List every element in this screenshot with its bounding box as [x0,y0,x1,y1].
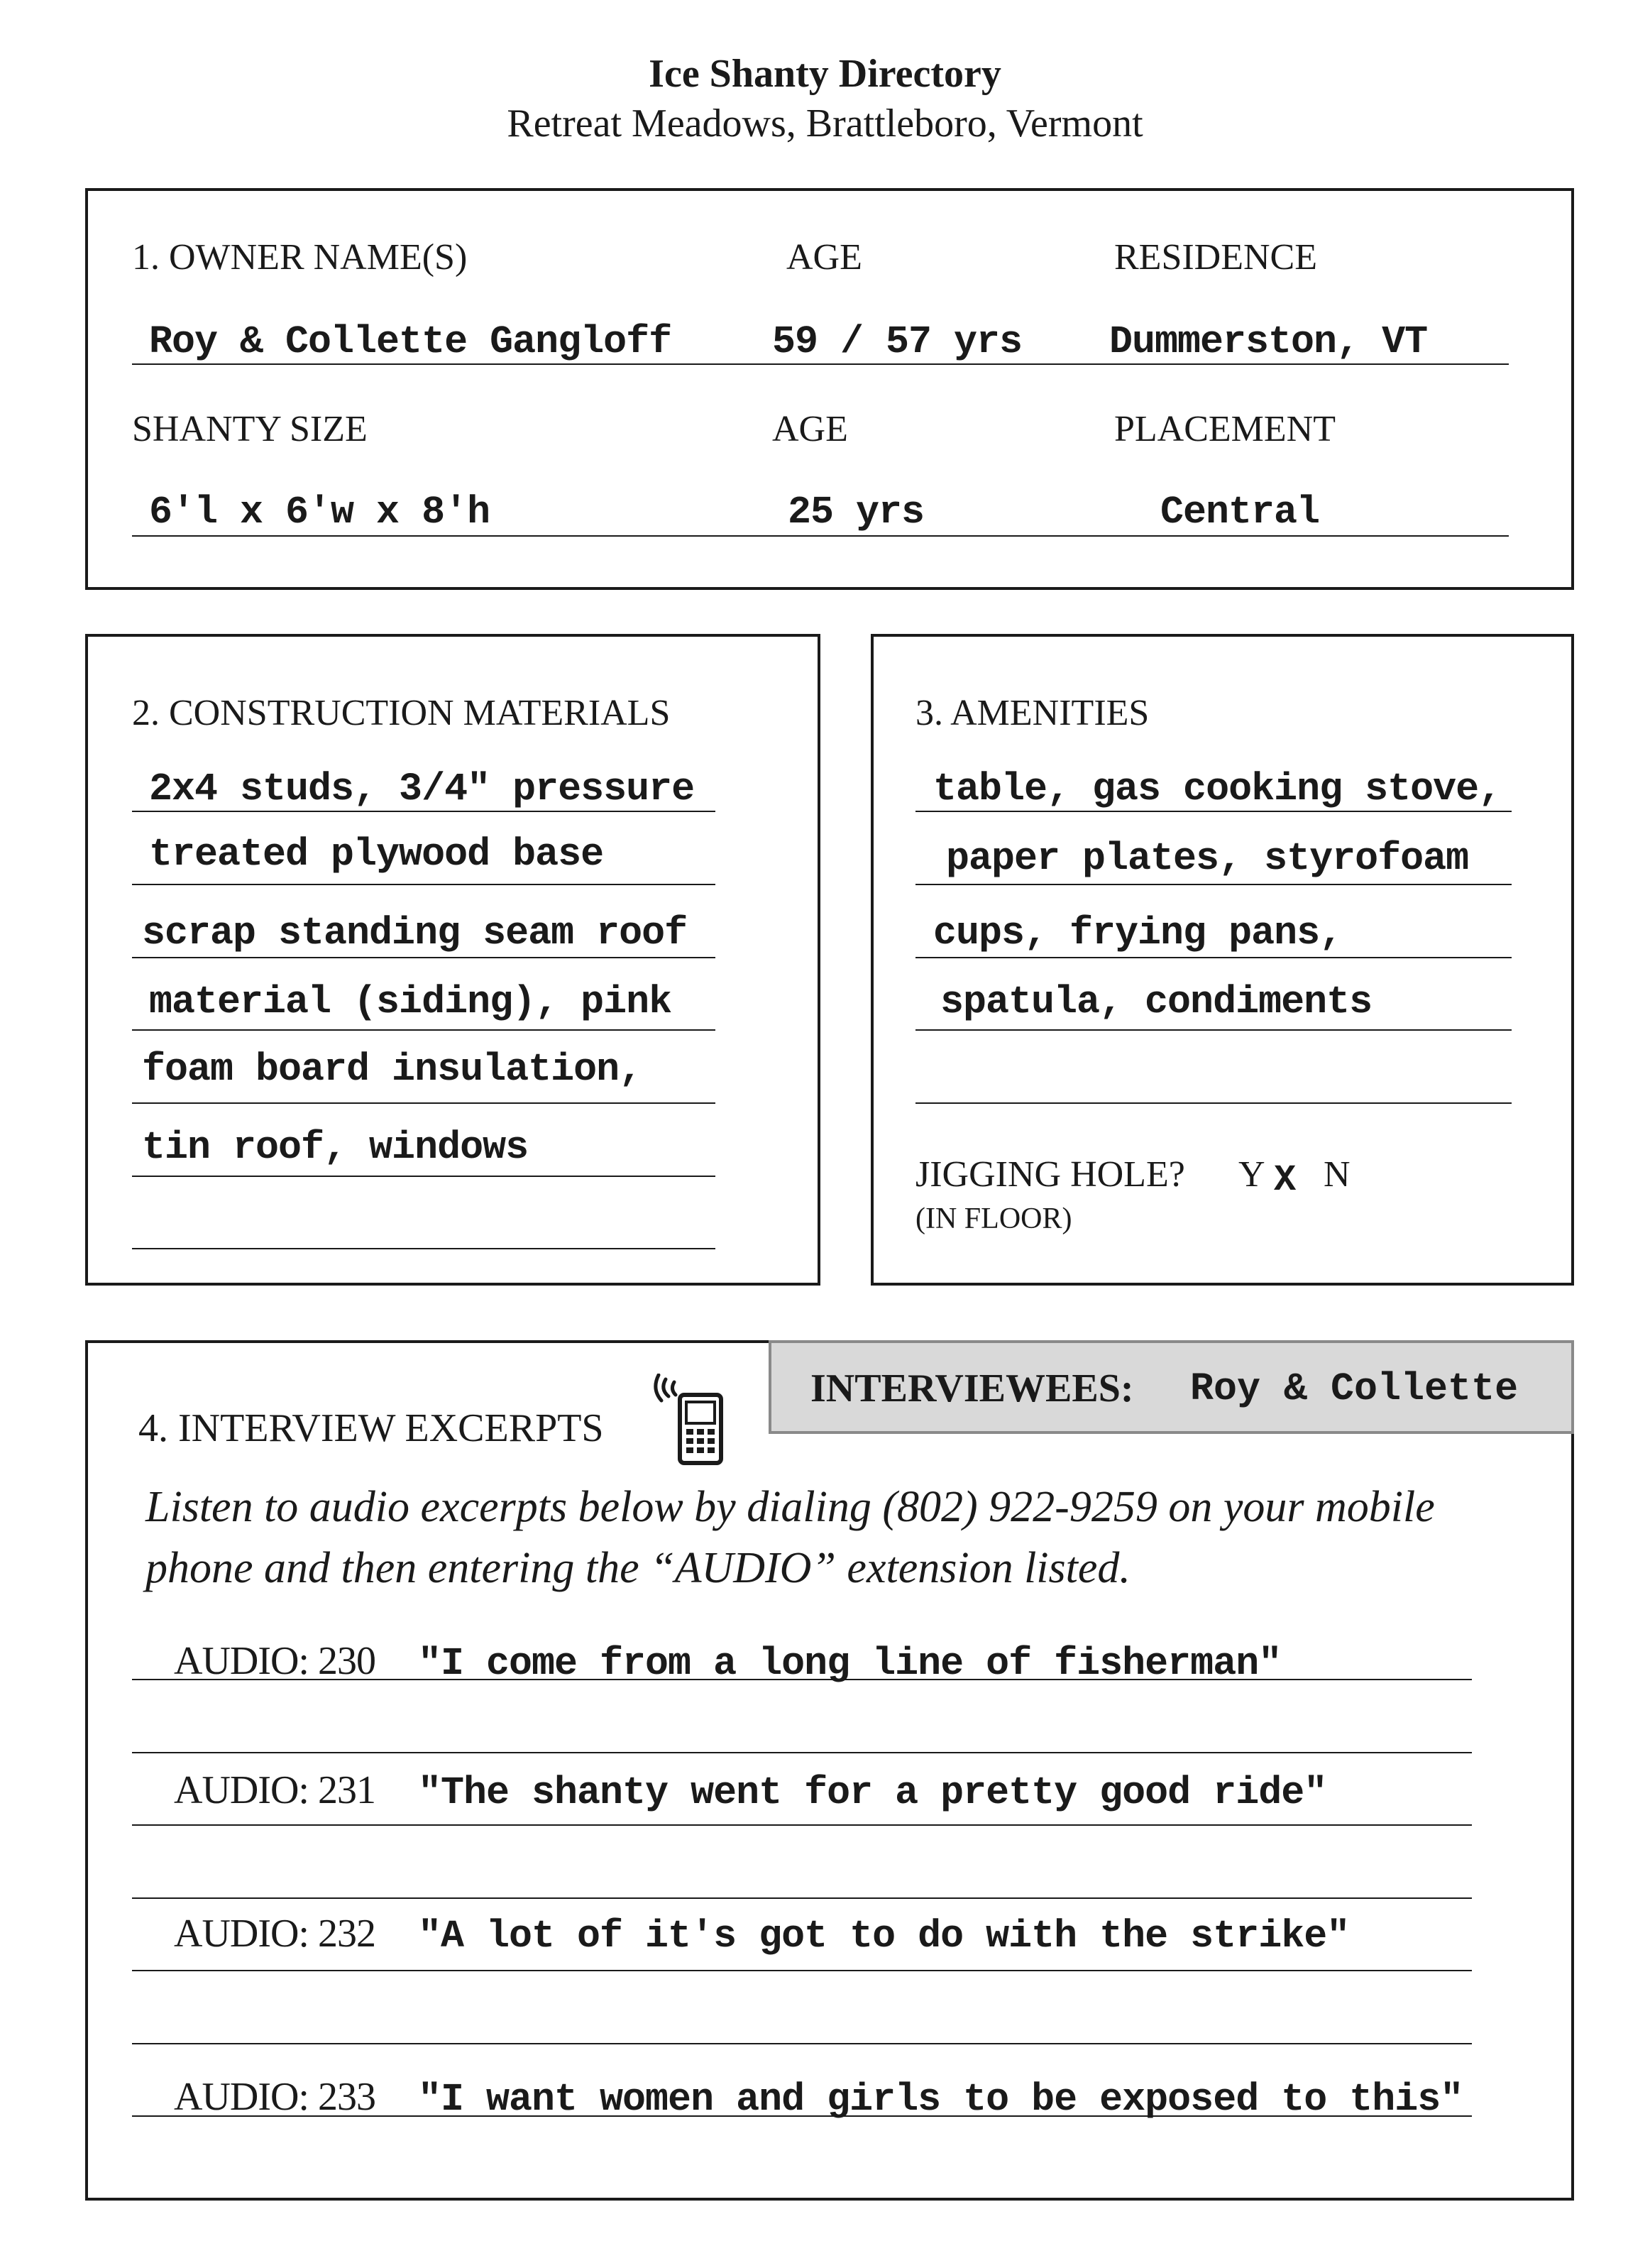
amenities-rule-5 [915,1102,1512,1104]
construction-line-4: material (siding), pink [149,980,672,1024]
instructions-line-1: Listen to audio excerpts below by dialing (802) 922-9259 on your mobile [145,1483,1435,1531]
audio-extension: AUDIO: 233 [174,2075,375,2119]
mobile-phone-icon [653,1374,727,1466]
excerpt-rule-5 [132,1970,1472,1971]
construction-rule-7 [132,1248,715,1249]
interviewees-label: INTERVIEWEES: [810,1366,1134,1410]
excerpt-rule-2 [132,1752,1472,1753]
page-subtitle: Retreat Meadows, Brattleboro, Vermont [507,102,1143,146]
construction-heading: 2. CONSTRUCTION MATERIALS [132,693,671,733]
amenities-rule-1 [915,811,1512,812]
amenities-line-1: table, gas cooking stove, [933,767,1502,811]
construction-line-3: scrap standing seam roof [142,911,688,955]
excerpt-rule-3 [132,1824,1472,1826]
construction-rule-6 [132,1176,715,1177]
residence-value: Dummerston, VT [1109,319,1428,364]
shanty-age-value: 25 yrs [788,490,925,535]
amenities-heading: 3. AMENITIES [915,693,1150,733]
shanty-size-label: SHANTY SIZE [132,409,368,449]
excerpt-rule-1 [132,1679,1472,1680]
construction-line-1: 2x4 studs, 3/4" pressure [149,767,695,811]
construction-line-6: tin roof, windows [142,1125,529,1170]
size-row-rule [132,535,1509,537]
audio-quote: "I come from a long line of fisherman" [418,1641,1282,1686]
audio-excerpt-233 [174,2074,1463,2122]
amenities-rule-3 [915,957,1512,958]
construction-line-5: foam board insulation, [142,1047,642,1092]
amenities-line-3: cups, frying pans, [933,911,1343,955]
owner-age-value: 59 / 57 yrs [772,319,1023,364]
construction-rule-3 [132,957,715,958]
audio-quote: "The shanty went for a pretty good ride" [418,1770,1327,1815]
jigging-no-option: N [1324,1154,1351,1195]
audio-extension: AUDIO: 232 [174,1912,375,1956]
shanty-size-value: 6'l x 6'w x 8'h [149,490,490,535]
jigging-note: (IN FLOOR) [915,1203,1072,1235]
construction-rule-2 [132,884,715,885]
residence-label: RESIDENCE [1114,237,1317,278]
construction-rule-1 [132,811,715,812]
audio-extension: AUDIO: 230 [174,1639,375,1683]
instructions-line-2: phone and then entering the “AUDIO” extension listed. [145,1544,1131,1592]
jigging-yes-option: Y [1238,1154,1265,1195]
shanty-age-label: AGE [772,409,848,449]
construction-rule-5 [132,1102,715,1104]
construction-line-2: treated plywood base [149,832,604,877]
amenities-line-2: paper plates, styrofoam [946,836,1469,881]
amenities-rule-4 [915,1029,1512,1031]
owner-name-label: 1. OWNER NAME(S) [132,237,468,278]
construction-rule-4 [132,1029,715,1031]
audio-excerpt-231 [174,1768,1326,1815]
owner-age-label: AGE [786,237,862,278]
owner-row-rule [132,363,1509,365]
audio-quote: "A lot of it's got to do with the strike" [418,1914,1350,1959]
owner-name-value: Roy & Collette Gangloff [149,319,672,364]
amenities-line-4: spatula, condiments [940,980,1373,1024]
excerpt-rule-4 [132,1897,1472,1899]
interview-heading: 4. INTERVIEW EXCERPTS [138,1406,604,1450]
interviewees-value: Roy & Collette [1190,1366,1519,1411]
page-title: Ice Shanty Directory [649,52,1001,96]
audio-excerpt-232 [174,1911,1349,1959]
amenities-rule-2 [915,884,1512,885]
audio-quote: "I want women and girls to be exposed to this" [418,2077,1463,2122]
audio-extension: AUDIO: 231 [174,1768,375,1812]
placement-label: PLACEMENT [1114,409,1336,449]
excerpt-rule-6 [132,2043,1472,2044]
jigging-selected-mark: X [1274,1159,1296,1201]
interviewees-banner [769,1340,1574,1434]
placement-value: Central [1160,490,1320,535]
excerpt-rule-7 [132,2115,1472,2117]
jigging-hole-label: JIGGING HOLE? [915,1154,1185,1195]
